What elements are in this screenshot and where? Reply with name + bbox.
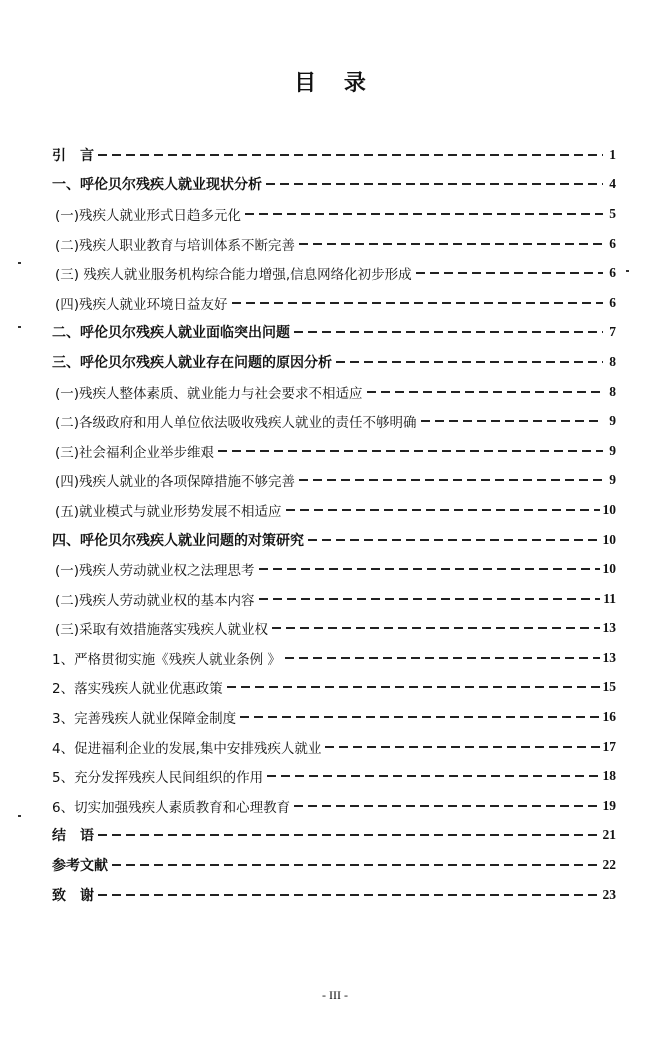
toc-entry (52, 199, 616, 229)
toc-entry-page-number: 9 (609, 413, 616, 429)
toc-entry-title: 6、切实加强残疾人素质教育和心理教育 (52, 799, 291, 816)
scan-speck (18, 326, 21, 328)
toc-dash-leader (272, 627, 599, 629)
toc-entry-page-number: 7 (609, 324, 616, 340)
toc-entry-page-number: 10 (602, 561, 616, 577)
toc-entry (52, 436, 616, 466)
toc-entry-title: 3、完善残疾人就业保障金制度 (52, 711, 237, 728)
toc-entry (52, 258, 616, 288)
toc-entry-title: (三)社会福利企业举步维艰 (55, 444, 215, 461)
toc-dash-leader (266, 183, 603, 185)
toc-entry (52, 821, 616, 851)
toc-dash-leader (336, 361, 603, 363)
toc-entry (52, 614, 616, 644)
toc-dash-leader (232, 302, 603, 304)
scan-speck (18, 262, 21, 264)
toc-entry-title: (三)采取有效措施落实残疾人就业权 (55, 622, 269, 639)
toc-entry (52, 347, 616, 377)
toc-dash-leader (227, 686, 600, 688)
toc-entry-page-number: 9 (609, 442, 616, 458)
toc-dash-leader (286, 509, 600, 511)
toc-dash-leader (299, 243, 603, 245)
toc-entry-page-number: 18 (602, 768, 616, 784)
toc-entry-page-number: 13 (602, 649, 616, 665)
scan-speck (626, 270, 629, 272)
toc-entry-title: 一、呼伦贝尔残疾人就业现状分析 (52, 177, 262, 194)
toc-dash-leader (294, 331, 603, 333)
toc-entry (52, 318, 616, 348)
toc-entry-title: 结 语 (52, 828, 94, 845)
toc-entry-title: (二)各级政府和用人单位依法吸收残疾人就业的责任不够明确 (55, 415, 417, 432)
toc-dash-leader (325, 746, 599, 748)
toc-entry-page-number: 6 (609, 265, 616, 281)
toc-dash-leader (285, 657, 600, 659)
toc-entry-title: 5、充分发挥残疾人民间组织的作用 (52, 770, 264, 787)
toc-entry-title: 参考文献 (52, 858, 108, 875)
toc-entry (52, 761, 616, 791)
toc-entry-title: (二)残疾人职业教育与培训体系不断完善 (55, 237, 296, 254)
toc-dash-leader (112, 864, 600, 866)
toc-dash-leader (240, 716, 599, 718)
toc-entry-title: (四)残疾人就业环境日益友好 (55, 296, 228, 313)
toc-entry (52, 673, 616, 703)
toc-entry-page-number: 8 (609, 383, 616, 399)
toc-entry (52, 525, 616, 555)
toc-entry (52, 406, 616, 436)
toc-dash-leader (299, 479, 603, 481)
toc-dash-leader (259, 598, 601, 600)
toc-entry-title: 2、落实残疾人就业优惠政策 (52, 681, 223, 698)
toc-entry (52, 702, 616, 732)
toc-entry-page-number: 15 (602, 679, 616, 695)
toc-entry-page-number: 19 (602, 797, 616, 813)
scan-speck (18, 815, 21, 817)
toc-entry (52, 170, 616, 200)
toc-entry-title: 4、促进福利企业的发展,集中安排残疾人就业 (52, 740, 322, 757)
toc-entry (52, 643, 616, 673)
toc-entry (52, 791, 616, 821)
table-of-contents (52, 140, 616, 909)
toc-entry-title: (一)残疾人整体素质、就业能力与社会要求不相适应 (55, 385, 363, 402)
toc-entry-page-number: 6 (609, 294, 616, 310)
toc-entry (52, 732, 616, 762)
page-number-footer: - III - (322, 988, 348, 1002)
toc-entry-page-number: 13 (602, 620, 616, 636)
toc-dash-leader (218, 450, 603, 452)
toc-entry-page-number: 1 (609, 146, 616, 162)
toc-entry-title: (一)残疾人劳动就业权之法理思考 (55, 563, 255, 580)
toc-entry-page-number: 16 (602, 709, 616, 725)
toc-entry-title: 四、呼伦贝尔残疾人就业问题的对策研究 (52, 532, 304, 549)
toc-entry-page-number: 21 (602, 827, 616, 843)
toc-entry-title: 三、呼伦贝尔残疾人就业存在问题的原因分析 (52, 354, 332, 371)
toc-entry-page-number: 22 (602, 857, 616, 873)
toc-dash-leader (308, 539, 600, 541)
toc-dash-leader (367, 391, 603, 393)
toc-entry (52, 850, 616, 880)
toc-entry-title: 1、严格贯彻实施《残疾人就业条例 》 (52, 651, 281, 668)
toc-entry (52, 880, 616, 910)
toc-dash-leader (98, 834, 600, 836)
toc-dash-leader (98, 894, 600, 896)
toc-entry-title: (四)残疾人就业的各项保障措施不够完善 (55, 474, 296, 491)
toc-entry-title: 二、呼伦贝尔残疾人就业面临突出问题 (52, 325, 290, 342)
toc-entry (52, 554, 616, 584)
toc-entry (52, 377, 616, 407)
toc-entry-page-number: 11 (603, 590, 616, 606)
toc-dash-leader (416, 272, 603, 274)
toc-entry (52, 584, 616, 614)
toc-entry (52, 466, 616, 496)
toc-dash-leader (259, 568, 600, 570)
toc-entry-title: (一)残疾人就业形式日趋多元化 (55, 207, 242, 224)
toc-entry-title: (二)残疾人劳动就业权的基本内容 (55, 592, 255, 609)
page-title: 目 录 (294, 71, 376, 96)
toc-entry-page-number: 9 (609, 472, 616, 488)
toc-dash-leader (98, 154, 603, 156)
toc-entry-page-number: 4 (609, 176, 616, 192)
toc-entry-title: 致 谢 (52, 887, 94, 904)
toc-entry-page-number: 5 (609, 205, 616, 221)
toc-entry-title: 引 言 (52, 147, 94, 164)
toc-dash-leader (245, 213, 603, 215)
toc-entry-page-number: 23 (602, 886, 616, 902)
toc-entry (52, 229, 616, 259)
toc-dash-leader (421, 420, 603, 422)
toc-entry-page-number: 6 (609, 235, 616, 251)
toc-entry-page-number: 8 (609, 353, 616, 369)
toc-entry (52, 288, 616, 318)
toc-dash-leader (267, 775, 599, 777)
toc-entry (52, 495, 616, 525)
toc-entry-page-number: 17 (602, 738, 616, 754)
toc-entry-page-number: 10 (602, 531, 616, 547)
toc-entry-title: (三) 残疾人就业服务机构综合能力增强,信息网络化初步形成 (55, 267, 412, 284)
toc-entry-page-number: 10 (602, 501, 616, 517)
toc-dash-leader (294, 805, 599, 807)
toc-entry (52, 140, 616, 170)
toc-entry-title: (五)就业模式与就业形势发展不相适应 (55, 503, 282, 520)
